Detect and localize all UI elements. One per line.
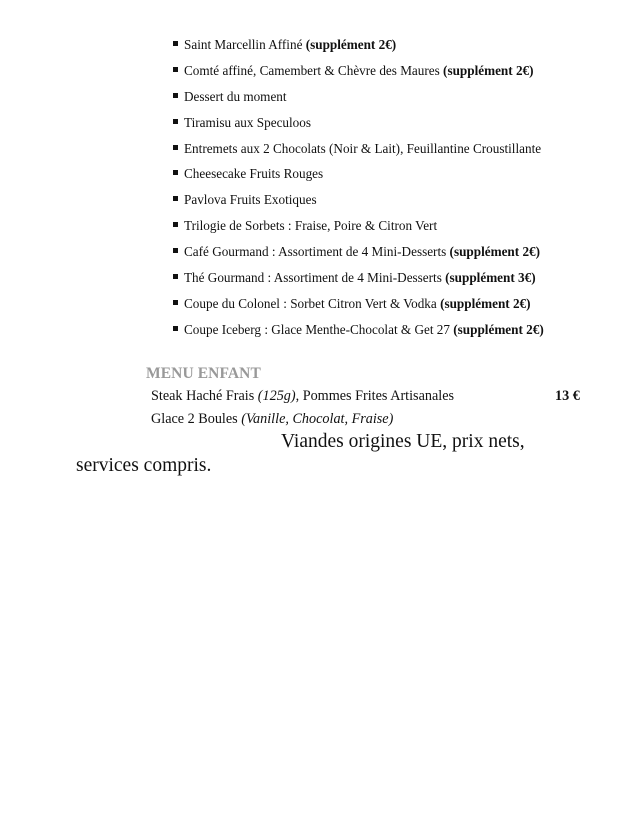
menu-enfant-title: MENU ENFANT xyxy=(146,365,261,382)
footer-note-line-1: Viandes origines UE, prix nets, xyxy=(281,431,525,452)
supplement-label: (supplément 2€) xyxy=(440,295,531,311)
supplement-label: (supplément 2€) xyxy=(305,37,397,52)
square-bullet-icon xyxy=(173,41,178,46)
dish-text: , Pommes Frites Artisanales xyxy=(295,388,455,404)
list-item xyxy=(171,140,544,166)
item-text: Coupe Iceberg : Glace Menthe-Chocolat & Get 27 xyxy=(184,321,454,337)
item-text: Entremets aux 2 Chocolats (Noir & Lait), Feuillantine Croustillante xyxy=(184,140,542,156)
item-text: Trilogie de Sorbets : Fraise, Poire & Citron Vert xyxy=(184,218,438,234)
list-item xyxy=(171,321,544,347)
square-bullet-icon xyxy=(173,248,178,253)
square-bullet-icon xyxy=(173,119,178,124)
square-bullet-icon xyxy=(173,93,178,98)
list-item xyxy=(171,269,544,295)
footer-note-line-2: services compris. xyxy=(76,455,212,476)
list-item xyxy=(171,243,544,269)
list-item xyxy=(171,165,544,191)
square-bullet-icon xyxy=(173,326,178,331)
menu-enfant-line-1 xyxy=(151,388,454,405)
list-item xyxy=(171,88,544,114)
menu-enfant-line-2 xyxy=(151,411,393,428)
supplement-label: (supplément 3€) xyxy=(445,270,536,286)
square-bullet-icon xyxy=(173,145,178,150)
dish-detail: (125g) xyxy=(257,388,296,404)
square-bullet-icon xyxy=(173,274,178,279)
list-item xyxy=(171,114,544,140)
menu-enfant-price: 13 € xyxy=(555,388,580,404)
dessert-list xyxy=(171,36,544,347)
square-bullet-icon xyxy=(173,300,178,305)
item-text: Thé Gourmand : Assortiment de 4 Mini-Desserts xyxy=(184,270,446,286)
list-item xyxy=(171,36,544,62)
list-item xyxy=(171,217,544,243)
list-item xyxy=(171,295,544,321)
list-item xyxy=(171,191,544,217)
supplement-label: (supplément 2€) xyxy=(443,62,534,78)
item-text: Coupe du Colonel : Sorbet Citron Vert & Vodka xyxy=(184,295,441,311)
dish-text: Steak Haché Frais xyxy=(151,388,258,404)
item-text: Tiramisu aux Speculoos xyxy=(184,114,311,130)
item-text: Dessert du moment xyxy=(184,88,287,104)
square-bullet-icon xyxy=(173,196,178,201)
item-text: Comté affiné, Camembert & Chèvre des Maures xyxy=(184,62,444,78)
dish-detail: (Vanille, Chocolat, Fraise) xyxy=(241,411,394,427)
item-text: Café Gourmand : Assortiment de 4 Mini-Desserts xyxy=(184,244,450,260)
square-bullet-icon xyxy=(173,222,178,227)
item-text: Saint Marcellin Affiné xyxy=(184,37,306,52)
item-text: Pavlova Fruits Exotiques xyxy=(184,192,317,208)
supplement-label: (supplément 2€) xyxy=(449,244,541,260)
supplement-label: (supplément 2€) xyxy=(453,321,544,337)
list-item xyxy=(171,62,544,88)
dish-text: Glace 2 Boules xyxy=(151,411,242,427)
square-bullet-icon xyxy=(173,170,178,175)
square-bullet-icon xyxy=(173,67,178,72)
item-text: Cheesecake Fruits Rouges xyxy=(184,166,324,182)
